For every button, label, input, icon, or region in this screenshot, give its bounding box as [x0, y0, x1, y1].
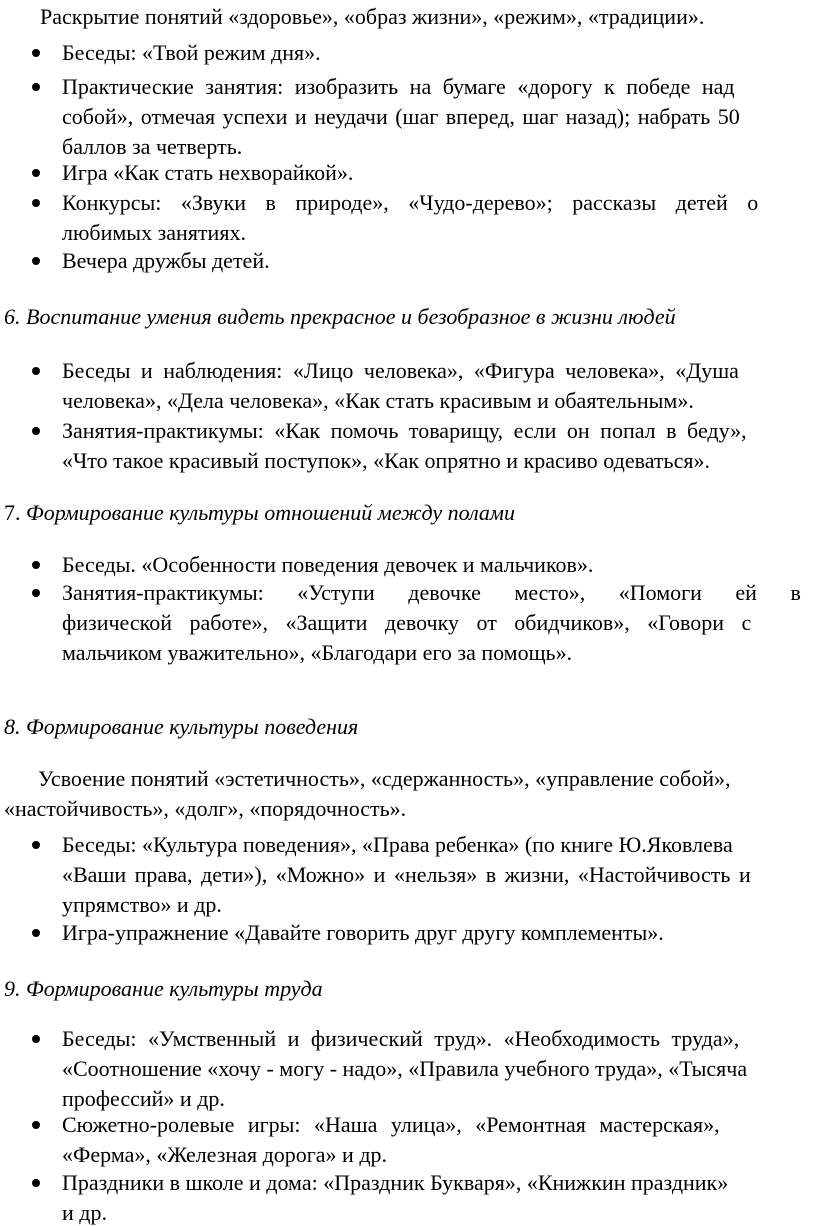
bullet-icon [32, 83, 40, 91]
list-item-line: человека», «Дела человека», «Как стать красивым и обаятельным». [62, 388, 694, 413]
bullet-icon [32, 1179, 40, 1187]
list-item-line: Беседы. «Особенности поведения девочек и мальчиков». [62, 552, 594, 577]
list-item-line: баллов за четверть. [62, 134, 243, 159]
section-title: Формирование культуры труда [26, 976, 323, 1001]
list-item-line: «Ваши права, дети»), «Можно» и «нельзя» в жизни, «Настойчивость и [62, 862, 751, 887]
list-item-line: Праздники в школе и дома: «Праздник Букваря», «Книжкин праздник» [62, 1170, 729, 1195]
list-item-line: собой», отмечая успехи и неудачи (шаг вперед, шаг назад); набрать 50 [62, 104, 740, 129]
section-heading-8 [4, 712, 358, 742]
bullet-icon [32, 169, 40, 177]
section-title: Воспитание умения видеть прекрасное и безобразное в жизни людей [26, 304, 676, 329]
list-item-line: Беседы: «Твой режим дня». [62, 40, 321, 65]
bullet-icon [32, 929, 40, 937]
list-item-line: любимых занятиях. [62, 220, 246, 245]
section-8-paragraph [4, 764, 816, 824]
list-item-line: Практические занятия: изобразить на бумаге «дорогу к победе над [62, 74, 735, 99]
bullet-icon [32, 1121, 40, 1129]
bullet-icon [32, 427, 40, 435]
list-item-line: «Соотношение «хочу - могу - надо», «Правила учебного труда», «Тысяча [62, 1056, 748, 1081]
bullet-icon [32, 367, 40, 375]
bullet-icon [32, 1035, 40, 1043]
section-number: 6. [4, 304, 21, 329]
section-number: 7. [4, 500, 21, 525]
section-number: 8. [4, 714, 21, 739]
list-item-line: Занятия-практикумы: «Уступи девочке место», «Помоги ей в [62, 580, 801, 605]
bullet-icon [32, 199, 40, 207]
section-heading-7 [4, 498, 515, 528]
section-heading-6 [4, 302, 676, 332]
intro-paragraph: Раскрытие понятий «здоровье», «образ жизни», «режим», «традиции». [40, 4, 705, 29]
list-item-line: мальчиком уважительно», «Благодари его за помощь». [62, 640, 573, 665]
list-item-line: Беседы и наблюдения: «Лицо человека», «Фигура человека», «Душа [62, 358, 739, 383]
list-item-line: Вечера дружбы детей. [62, 248, 270, 273]
paragraph-line: Усвоение понятий «эстетичность», «сдержанность», «управление собой», [38, 766, 731, 791]
bullet-icon [32, 561, 40, 569]
list-item-line: упрямство» и др. [62, 892, 222, 917]
list-item-line: Игра «Как стать нехворайкой». [62, 160, 354, 185]
section-title: Формирование культуры отношений между полами [26, 500, 515, 525]
list-item-line: физической работе», «Защити девочку от обидчиков», «Говори с [62, 610, 752, 635]
bullet-icon [32, 49, 40, 57]
list-item-line: Игра-упражнение «Давайте говорить друг другу комплементы». [62, 920, 664, 945]
list-item-line: «Что такое красивый поступок», «Как опрятно и красиво одеваться». [62, 448, 710, 473]
section-title: Формирование культуры поведения [26, 714, 359, 739]
list-item-line: Занятия-практикумы: «Как помочь товарищу, если он попал в беду», [62, 418, 747, 443]
list-item-line: Беседы: «Умственный и физический труд». «Необходимость труда», [62, 1026, 740, 1051]
list-item-line: профессий» и др. [62, 1086, 225, 1111]
list-item-line: Беседы: «Культура поведения», «Права ребенка» (по книге Ю.Яковлева [62, 832, 733, 857]
paragraph-line: «настойчивость», «долг», «порядочность». [4, 796, 407, 821]
bullet-icon [32, 841, 40, 849]
bullet-icon [32, 589, 40, 597]
bullet-icon [32, 257, 40, 265]
list-item-line: и др. [62, 1200, 107, 1225]
list-item-line: Сюжетно-ролевые игры: «Наша улица», «Ремонтная мастерская», [62, 1112, 720, 1137]
list-item-line: Конкурсы: «Звуки в природе», «Чудо-дерево»; рассказы детей о [62, 190, 759, 215]
list-item-line: «Ферма», «Железная дорога» и др. [62, 1142, 388, 1167]
section-heading-9 [4, 974, 323, 1004]
section-number: 9. [4, 976, 21, 1001]
